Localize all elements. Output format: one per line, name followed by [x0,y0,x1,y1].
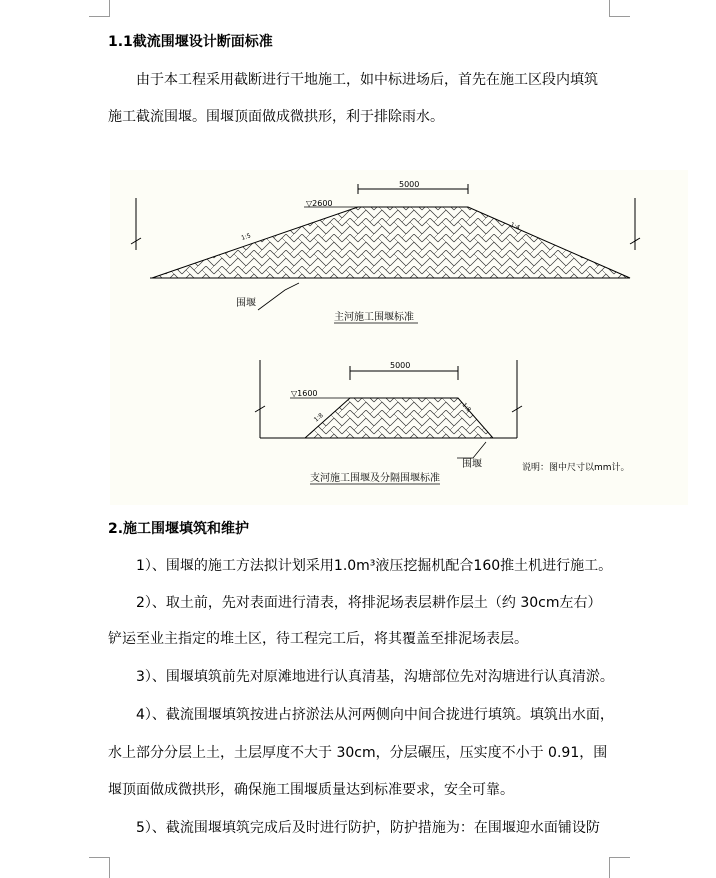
item-2-line-2: 铲运至业主指定的堆土区，待工程完工后，将其覆盖至排泥场表层。 [108,631,528,647]
lower-slope-left-label: 1:8 [312,411,325,424]
cofferdam-section-figure [110,170,688,505]
page-corner-mark-bottom-left [89,857,110,878]
cofferdam-drawing [110,170,688,505]
page-corner-mark-top-left [89,0,110,17]
lower-cofferdam-section [255,360,630,484]
upper-leader-label: 围堰 [236,298,256,309]
page-corner-mark-top-right [609,0,630,17]
item-5-line-1: 5）、截流围堰填筑完成后及时进行防护，防护措施为：在围堰迎水面铺设防 [136,820,600,836]
item-2-line-1: 2）、取土前，先对表面进行清表，将排泥场表层耕作层土（约 30cm左右） [136,595,602,611]
lower-elevation-label: ▽1600 [291,389,318,398]
upper-embankment [152,207,630,278]
section-1-heading: 1.1截流围堰设计断面标准 [108,34,273,50]
dimension-note: 说明：图中尺寸以mm计。 [522,463,630,473]
upper-cofferdam-section [131,180,640,323]
lower-slope-right-label: 1:8 [460,401,473,414]
lower-top-width-label: 5000 [390,361,411,370]
lower-leader-label: 围堰 [462,459,482,470]
page-corner-mark-bottom-right [609,857,630,878]
upper-caption: 主河施工围堰标准 [334,312,414,323]
item-4-line-1: 4）、截流围堰填筑按进占挤淤法从河两侧向中间合拢进行填筑。填筑出水面， [136,707,614,723]
lower-caption: 支河施工围堰及分隔围堰标准 [310,473,440,484]
upper-top-width-label: 5000 [399,180,420,189]
item-4-line-2: 水上部分分层上土，土层厚度不大于 30cm，分层碾压，压实度不小于 0.91，围 [108,745,608,761]
item-3-line: 3）、围堰填筑前先对原滩地进行认真清基，沟塘部位先对沟塘进行认真清淤。 [136,669,614,685]
item-1-line: 1）、围堰的施工方法拟计划采用1.0m³液压挖掘机配合160推土机进行施工。 [136,558,613,574]
upper-slope-right-label: 1:4 [509,221,521,232]
section-2-heading: 2.施工围堰填筑和维护 [108,521,250,537]
upper-slope-left-label: 1:5 [240,232,252,242]
section-1-paragraph-line-1: 由于本工程采用截断进行干地施工，如中标进场后，首先在施工区段内填筑 [136,72,598,88]
item-4-line-3: 堰顶面做成微拱形，确保施工围堰质量达到标准要求，安全可靠。 [108,782,514,798]
upper-elevation-label: ▽2600 [306,199,333,208]
section-1-paragraph-line-2: 施工截流围堰。围堰顶面做成微拱形，利于排除雨水。 [108,109,444,125]
